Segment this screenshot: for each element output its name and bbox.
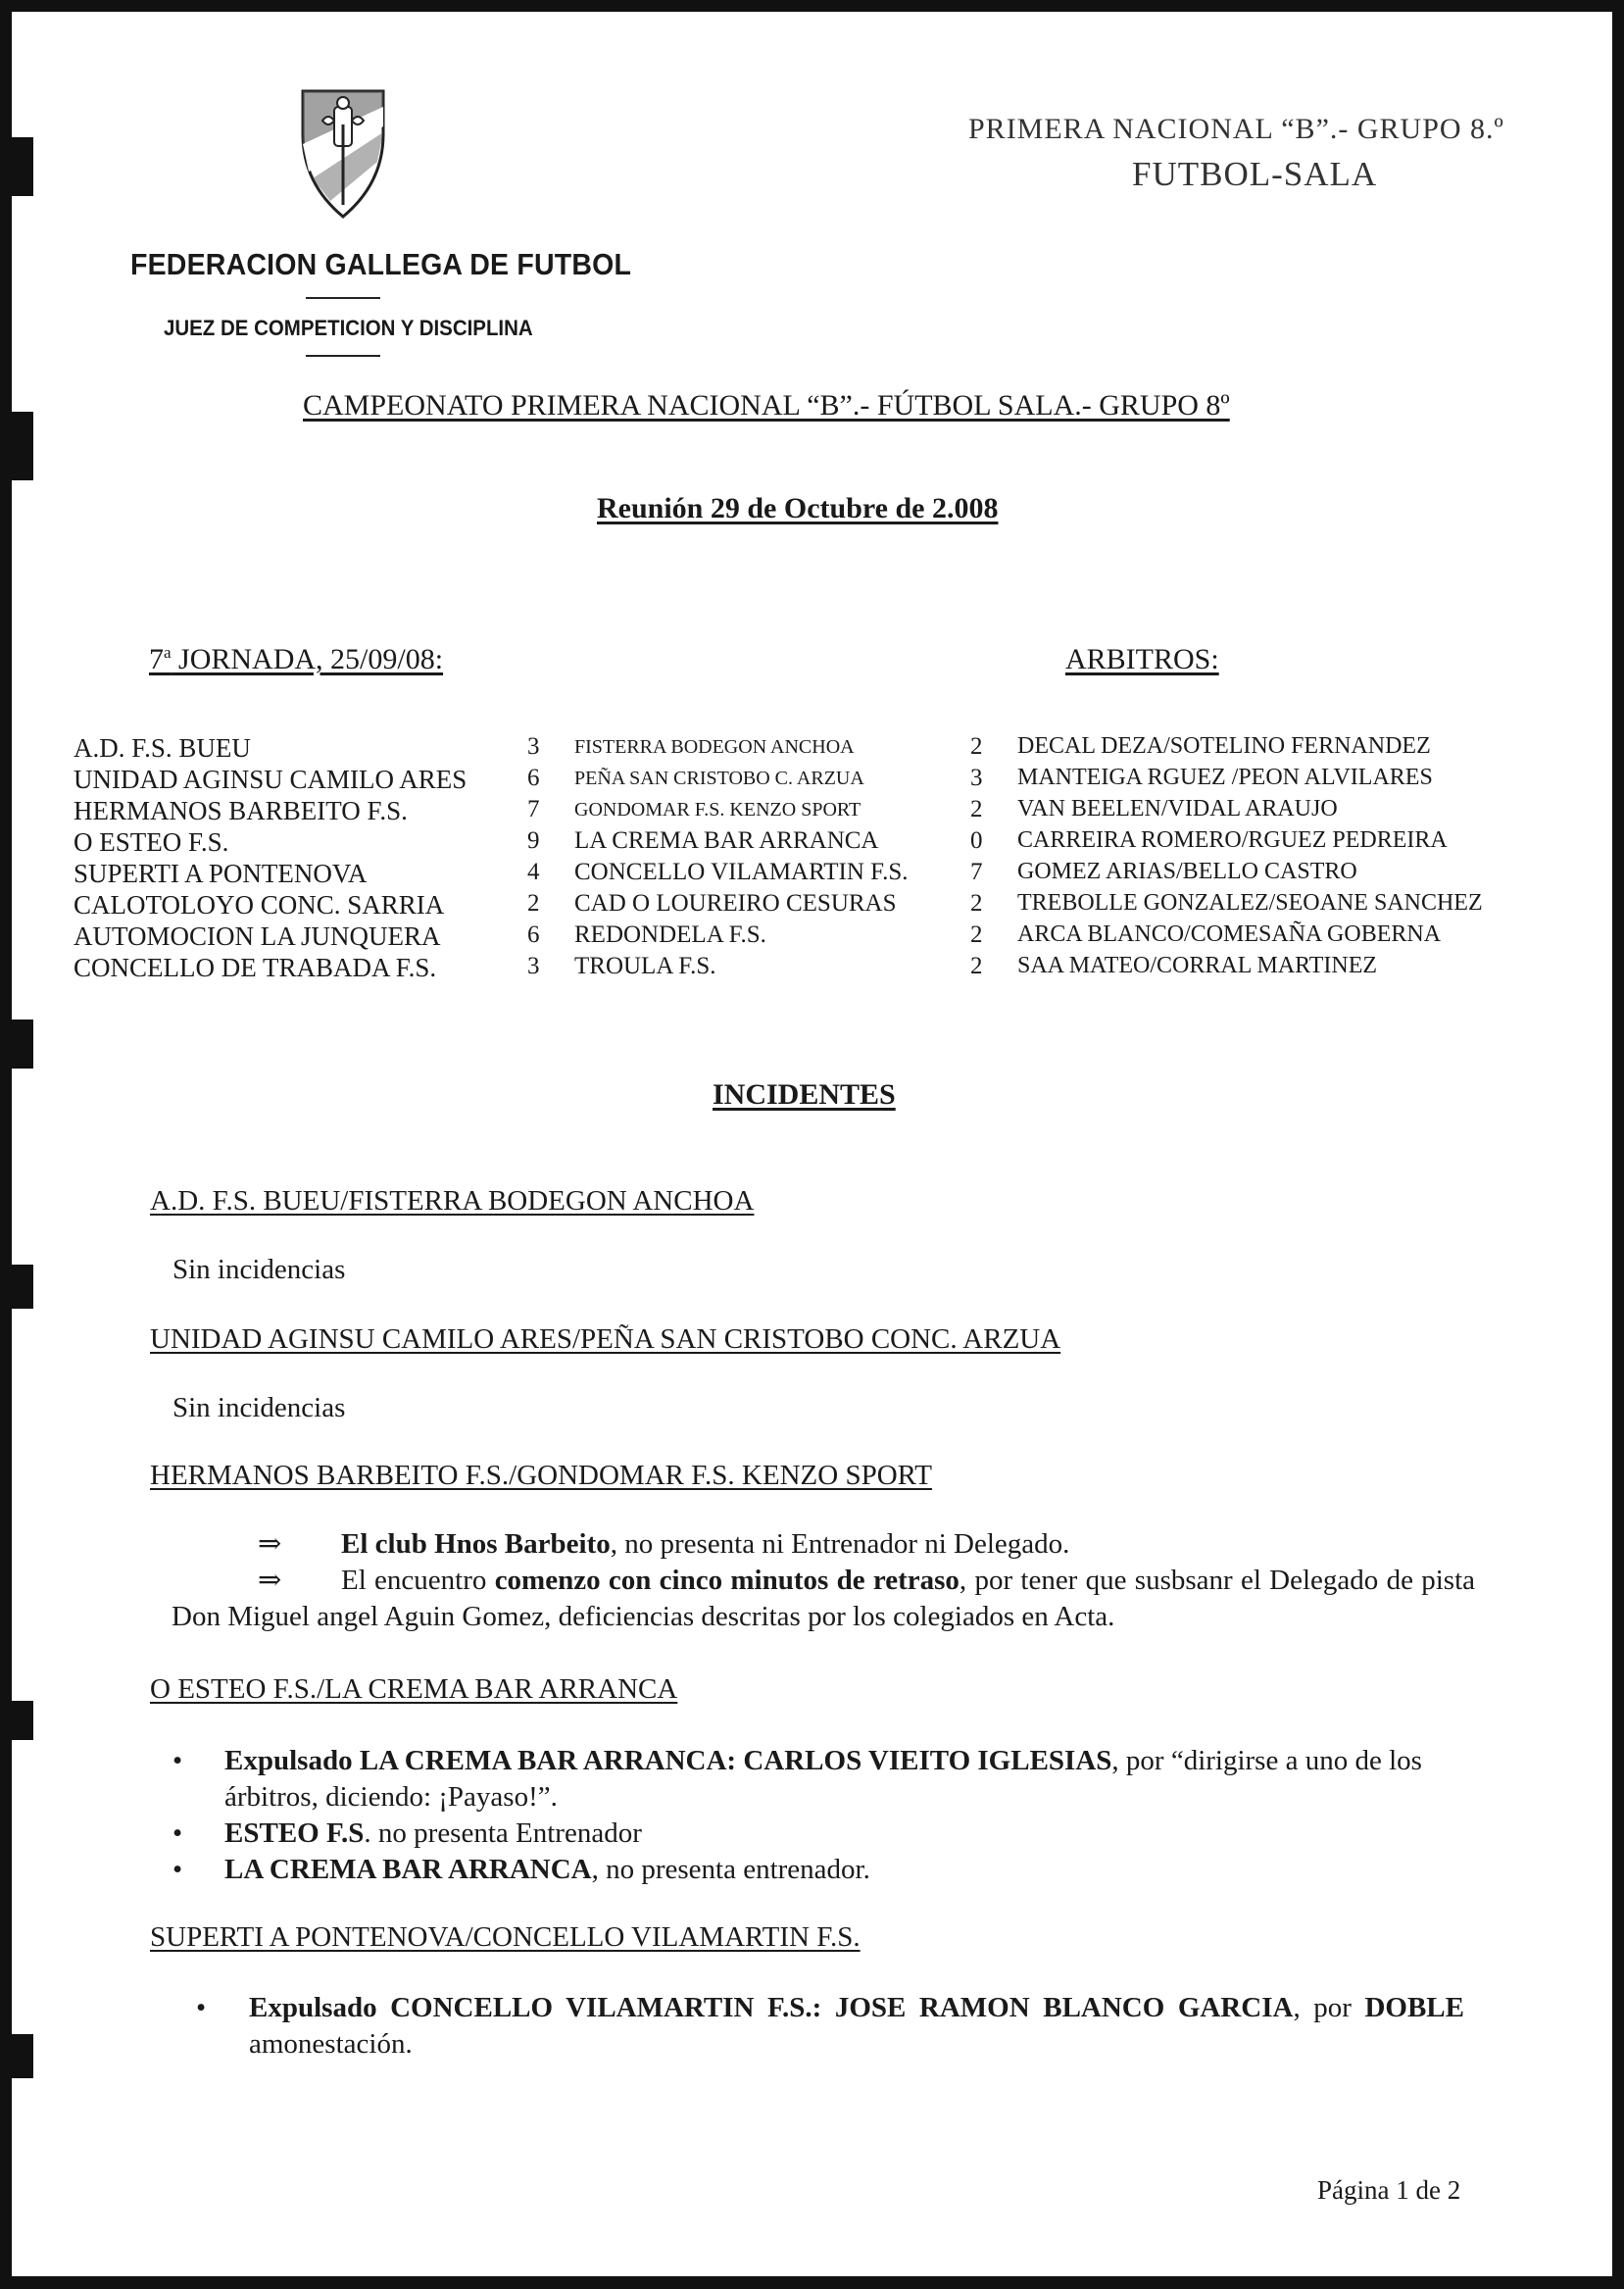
- home-score: 2: [527, 890, 540, 917]
- away-team: PEÑA SAN CRISTOBO C. ARZUA: [574, 768, 864, 789]
- incident-item: ⇒ El club Hnos Barbeito, no presenta ni Entrenador ni Delegado.: [172, 1526, 1475, 1563]
- referees: DECAL DEZA/SOTELINO FERNANDEZ: [1017, 733, 1431, 759]
- referees: ARCA BLANCO/COMESAÑA GOBERNA: [1017, 921, 1442, 947]
- referees: TREBOLLE GONZALEZ/SEOANE SANCHEZ: [1017, 890, 1483, 916]
- bullet-icon: •: [196, 1992, 207, 2023]
- away-team: FISTERRA BODEGON ANCHOA: [574, 736, 855, 758]
- incident-match-title: O ESTEO F.S./LA CREMA BAR ARRANCA: [150, 1673, 678, 1705]
- away-score: 2: [970, 921, 983, 948]
- divider: [306, 355, 380, 357]
- committee-name: JUEZ DE COMPETICION Y DISCIPLINA: [164, 316, 533, 340]
- referees: SAA MATEO/CORRAL MARTINEZ: [1017, 953, 1378, 978]
- incident-match-title: SUPERTI A PONTENOVA/CONCELLO VILAMARTIN F.S.: [150, 1921, 861, 1953]
- referees: VAN BEELEN/VIDAL ARAUJO: [1017, 796, 1338, 821]
- result-row: [0, 765, 1624, 796]
- incident-match-title: UNIDAD AGINSU CAMILO ARES/PEÑA SAN CRISTOBO CONC. ARZUA: [150, 1323, 1061, 1355]
- scan-edge-mark: [0, 1701, 33, 1740]
- scan-border-bottom: [0, 2276, 1624, 2289]
- home-team: O ESTEO F.S.: [74, 827, 229, 857]
- result-row: [0, 827, 1624, 859]
- result-row: [0, 796, 1624, 827]
- meeting-date: Reunión 29 de Octubre de 2.008: [597, 492, 999, 524]
- federation-shield-logo: [299, 85, 387, 223]
- away-score: 2: [970, 953, 983, 979]
- away-team: CAD O LOUREIRO CESURAS: [574, 890, 897, 917]
- away-score: 3: [970, 765, 983, 791]
- home-team: UNIDAD AGINSU CAMILO ARES: [74, 765, 468, 794]
- sport-header: FUTBOL-SALA: [1132, 155, 1378, 193]
- home-team: CALOTOLOYO CONC. SARRIA: [74, 890, 445, 920]
- home-score: 6: [527, 765, 540, 791]
- bullet-icon: •: [172, 1817, 183, 1849]
- result-row: [0, 859, 1624, 890]
- federation-name: FEDERACION GALLEGA DE FUTBOL: [130, 247, 632, 281]
- away-team: LA CREMA BAR ARRANCA: [574, 827, 879, 854]
- incident-bullet: • Expulsado CONCELLO VILAMARTIN F.S.: JOSE RAMON BLANCO GARCIA, por DOBLE amonestación.: [196, 1992, 1464, 2060]
- scan-edge-mark: [0, 1265, 33, 1309]
- away-team: REDONDELA F.S.: [574, 921, 766, 948]
- home-score: 6: [527, 921, 540, 948]
- away-score: 2: [970, 733, 983, 760]
- away-score: 2: [970, 796, 983, 822]
- incident-text: Sin incidencias: [172, 1254, 346, 1285]
- referees: GOMEZ ARIAS/BELLO CASTRO: [1017, 859, 1357, 884]
- scan-edge-mark: [0, 412, 33, 480]
- round-heading: 7$^a$ JORNADA, 25/09/08:: [149, 643, 444, 675]
- incident-match-title: A.D. F.S. BUEU/FISTERRA BODEGON ANCHOA: [150, 1185, 755, 1217]
- away-team: CONCELLO VILAMARTIN F.S.: [574, 859, 909, 885]
- referees: MANTEIGA RGUEZ /PEON ALVILARES: [1017, 765, 1433, 790]
- result-row: [0, 733, 1624, 765]
- document-title: CAMPEONATO PRIMERA NACIONAL “B”.- FÚTBOL SALA.- GRUPO 8º: [303, 389, 1230, 422]
- away-score: 7: [970, 859, 983, 885]
- incident-bullet: • LA CREMA BAR ARRANCA, no presenta entrenador.: [172, 1852, 1476, 1888]
- page-number: Página 1 de 2: [1317, 2175, 1461, 2205]
- away-team: GONDOMAR F.S. KENZO SPORT: [574, 799, 861, 821]
- incident-text: Sin incidencias: [172, 1392, 346, 1423]
- scan-border-left: [0, 0, 12, 2289]
- incident-item: ⇒ El encuentro comenzo con cinco minutos de retraso, por tener que susbsanr el Delegado de pista Don Miguel angel Aguin Gomez, deficiencias descritas por los colegiados en Acta.: [172, 1565, 1476, 1632]
- away-score: 0: [970, 827, 983, 854]
- scan-border-right: [1612, 0, 1624, 2289]
- arrow-icon: ⇒: [258, 1528, 282, 1560]
- result-row: [0, 890, 1624, 921]
- bullet-icon: •: [172, 1745, 183, 1776]
- away-score: 2: [970, 890, 983, 917]
- home-team: A.D. F.S. BUEU: [74, 733, 251, 763]
- home-score: 4: [527, 859, 540, 885]
- home-team: CONCELLO DE TRABADA F.S.: [74, 953, 437, 982]
- incident-match-title: HERMANOS BARBEITO F.S./GONDOMAR F.S. KENZO SPORT: [150, 1460, 932, 1491]
- scan-edge-mark: [0, 2034, 33, 2078]
- scan-border-top: [0, 0, 1624, 12]
- home-score: 7: [527, 796, 540, 822]
- arrow-icon: ⇒: [258, 1565, 282, 1596]
- result-row: [0, 953, 1624, 984]
- home-score: 3: [527, 733, 540, 760]
- bullet-icon: •: [172, 1854, 183, 1885]
- referees: CARREIRA ROMERO/RGUEZ PEDREIRA: [1017, 827, 1448, 853]
- incident-bullet: • Expulsado LA CREMA BAR ARRANCA: CARLOS VIEITO IGLESIAS, por “dirigirse a uno de los árbitros, diciendo: ¡Payaso!”.: [172, 1745, 1422, 1813]
- home-team: HERMANOS BARBEITO F.S.: [74, 796, 408, 825]
- scan-edge-mark: [0, 1020, 33, 1069]
- result-row: [0, 921, 1624, 953]
- incidents-heading: INCIDENTES: [713, 1078, 896, 1111]
- referees-heading: ARBITROS:: [1065, 643, 1219, 675]
- home-score: 3: [527, 953, 540, 979]
- competition-header: PRIMERA NACIONAL “B”.- GRUPO 8.º: [968, 113, 1504, 145]
- incident-bullet: • ESTEO F.S. no presenta Entrenador: [172, 1816, 1476, 1852]
- home-team: AUTOMOCION LA JUNQUERA: [74, 921, 441, 951]
- home-team: SUPERTI A PONTENOVA: [74, 859, 368, 888]
- home-score: 9: [527, 827, 540, 854]
- away-team: TROULA F.S.: [574, 953, 716, 979]
- scan-edge-mark: [0, 137, 33, 196]
- divider: [306, 297, 380, 299]
